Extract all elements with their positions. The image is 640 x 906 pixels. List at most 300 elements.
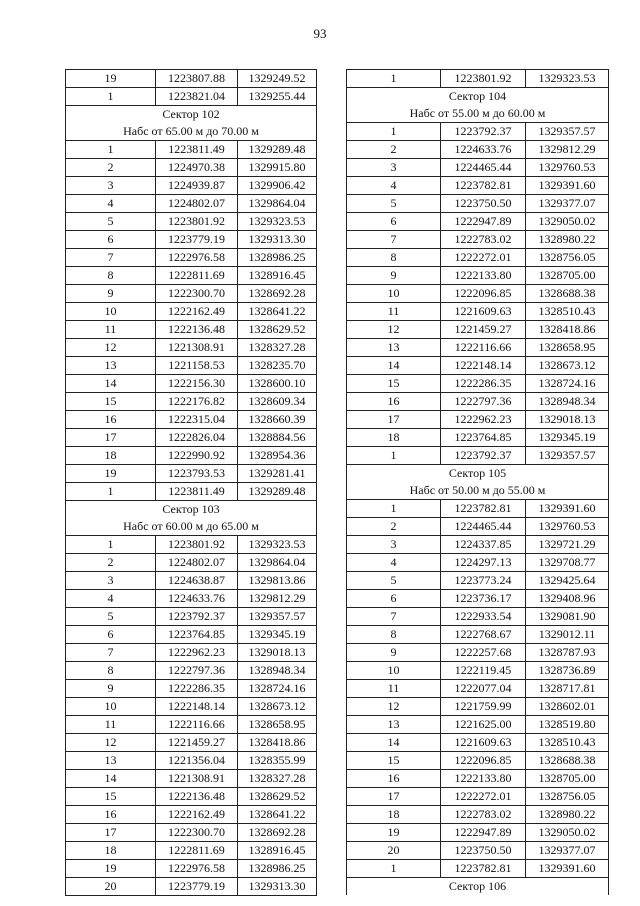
table-row xyxy=(66,321,317,339)
x-coordinate: 1222133.80 xyxy=(441,267,526,285)
y-coordinate: 1328724.16 xyxy=(526,375,609,393)
x-coordinate: 1221609.63 xyxy=(441,734,526,752)
y-coordinate: 1329050.02 xyxy=(526,213,609,231)
point-number: 18 xyxy=(66,842,156,860)
y-coordinate: 1328688.38 xyxy=(526,285,609,303)
point-number: 3 xyxy=(66,572,156,590)
point-number: 12 xyxy=(66,734,156,752)
point-number: 3 xyxy=(66,177,156,195)
table-row xyxy=(347,177,609,195)
table-row xyxy=(347,770,609,788)
x-coordinate: 1223764.85 xyxy=(156,626,238,644)
y-coordinate: 1329864.04 xyxy=(238,195,317,213)
point-number: 6 xyxy=(347,213,441,231)
point-number: 5 xyxy=(347,195,441,213)
y-coordinate: 1328980.22 xyxy=(526,806,609,824)
x-coordinate: 1222300.70 xyxy=(156,285,238,303)
table-row xyxy=(66,231,317,249)
left-table-body xyxy=(66,70,317,896)
y-coordinate: 1329249.52 xyxy=(238,70,317,88)
y-coordinate: 1329425.64 xyxy=(526,572,609,590)
x-coordinate: 1223801.92 xyxy=(441,70,526,88)
x-coordinate: 1222811.69 xyxy=(156,267,238,285)
point-number: 7 xyxy=(347,608,441,626)
y-coordinate: 1328756.05 xyxy=(526,249,609,267)
x-coordinate: 1223779.19 xyxy=(156,231,238,249)
x-coordinate: 1222962.23 xyxy=(441,411,526,429)
height-range-row xyxy=(66,123,317,141)
table-row xyxy=(347,752,609,770)
x-coordinate: 1224802.07 xyxy=(156,195,238,213)
x-coordinate: 1222286.35 xyxy=(156,680,238,698)
point-number: 7 xyxy=(66,249,156,267)
x-coordinate: 1224970.38 xyxy=(156,159,238,177)
point-number: 15 xyxy=(347,752,441,770)
table-row xyxy=(66,159,317,177)
x-coordinate: 1222077.04 xyxy=(441,680,526,698)
point-number: 6 xyxy=(347,590,441,608)
table-row xyxy=(66,680,317,698)
x-coordinate: 1224638.87 xyxy=(156,572,238,590)
point-number: 11 xyxy=(347,303,441,321)
x-coordinate: 1223782.81 xyxy=(441,500,526,518)
point-number: 1 xyxy=(66,536,156,554)
point-number: 3 xyxy=(347,536,441,554)
x-coordinate: 1222947.89 xyxy=(441,213,526,231)
x-coordinate: 1223801.92 xyxy=(156,536,238,554)
x-coordinate: 1224465.44 xyxy=(441,518,526,536)
table-row xyxy=(66,483,317,501)
point-number: 1 xyxy=(66,483,156,501)
y-coordinate: 1329708.77 xyxy=(526,554,609,572)
point-number: 1 xyxy=(66,88,156,106)
point-number: 8 xyxy=(66,662,156,680)
point-number: 12 xyxy=(347,698,441,716)
x-coordinate: 1222783.02 xyxy=(441,806,526,824)
point-number: 9 xyxy=(347,267,441,285)
x-coordinate: 1222300.70 xyxy=(156,824,238,842)
y-coordinate: 1329289.48 xyxy=(238,141,317,159)
point-number: 18 xyxy=(347,806,441,824)
table-row xyxy=(66,842,317,860)
y-coordinate: 1328641.22 xyxy=(238,303,317,321)
height-range-label: Набс от 60.00 м до 65.00 м xyxy=(66,518,317,536)
point-number: 8 xyxy=(347,249,441,267)
point-number: 4 xyxy=(66,195,156,213)
y-coordinate: 1328673.12 xyxy=(526,357,609,375)
x-coordinate: 1222133.80 xyxy=(441,770,526,788)
y-coordinate: 1328658.95 xyxy=(526,339,609,357)
point-number: 11 xyxy=(66,321,156,339)
point-number: 11 xyxy=(66,716,156,734)
y-coordinate: 1328884.56 xyxy=(238,429,317,447)
x-coordinate: 1223821.04 xyxy=(156,88,238,106)
x-coordinate: 1222272.01 xyxy=(441,788,526,806)
y-coordinate: 1328724.16 xyxy=(238,680,317,698)
y-coordinate: 1328602.01 xyxy=(526,698,609,716)
sector-title: Сектор 106 xyxy=(347,878,609,896)
y-coordinate: 1328954.36 xyxy=(238,447,317,465)
point-number: 9 xyxy=(347,644,441,662)
point-number: 5 xyxy=(66,608,156,626)
x-coordinate: 1223764.85 xyxy=(441,429,526,447)
table-row xyxy=(347,716,609,734)
table-row xyxy=(347,842,609,860)
x-coordinate: 1223782.81 xyxy=(441,860,526,878)
x-coordinate: 1222257.68 xyxy=(441,644,526,662)
sector-title: Сектор 105 xyxy=(347,465,609,483)
point-number: 5 xyxy=(66,213,156,231)
y-coordinate: 1329281.41 xyxy=(238,465,317,483)
point-number: 14 xyxy=(347,357,441,375)
height-range-label: Набс от 55.00 м до 60.00 м xyxy=(347,105,609,123)
height-range-row xyxy=(347,482,609,500)
point-number: 13 xyxy=(66,752,156,770)
y-coordinate: 1329408.96 xyxy=(526,590,609,608)
y-coordinate: 1329377.07 xyxy=(526,195,609,213)
y-coordinate: 1329760.53 xyxy=(526,518,609,536)
table-row xyxy=(347,590,609,608)
x-coordinate: 1222176.82 xyxy=(156,393,238,411)
y-coordinate: 1328717.81 xyxy=(526,680,609,698)
sector-header-row xyxy=(347,878,609,896)
table-row xyxy=(66,249,317,267)
x-coordinate: 1224297.13 xyxy=(441,554,526,572)
point-number: 2 xyxy=(347,141,441,159)
point-number: 14 xyxy=(66,770,156,788)
table-row xyxy=(66,770,317,788)
table-row xyxy=(66,357,317,375)
y-coordinate: 1328673.12 xyxy=(238,698,317,716)
table-row xyxy=(347,70,609,88)
y-coordinate: 1328705.00 xyxy=(526,267,609,285)
x-coordinate: 1224802.07 xyxy=(156,554,238,572)
point-number: 20 xyxy=(347,842,441,860)
point-number: 10 xyxy=(66,303,156,321)
y-coordinate: 1328510.43 xyxy=(526,734,609,752)
point-number: 2 xyxy=(66,554,156,572)
y-coordinate: 1328629.52 xyxy=(238,788,317,806)
x-coordinate: 1223811.49 xyxy=(156,483,238,501)
point-number: 13 xyxy=(347,716,441,734)
page-number: 93 xyxy=(313,26,327,41)
y-coordinate: 1329391.60 xyxy=(526,500,609,518)
y-coordinate: 1329357.57 xyxy=(526,123,609,141)
point-number: 10 xyxy=(347,285,441,303)
point-number: 8 xyxy=(66,267,156,285)
y-coordinate: 1328692.28 xyxy=(238,824,317,842)
point-number: 17 xyxy=(66,429,156,447)
x-coordinate: 1222286.35 xyxy=(441,375,526,393)
y-coordinate: 1329391.60 xyxy=(526,860,609,878)
x-coordinate: 1222116.66 xyxy=(156,716,238,734)
x-coordinate: 1223792.37 xyxy=(441,123,526,141)
table-row xyxy=(347,285,609,303)
table-row xyxy=(66,608,317,626)
table-row xyxy=(347,680,609,698)
x-coordinate: 1221459.27 xyxy=(441,321,526,339)
table-row xyxy=(66,177,317,195)
y-coordinate: 1328629.52 xyxy=(238,321,317,339)
y-coordinate: 1329760.53 xyxy=(526,159,609,177)
point-number: 7 xyxy=(347,231,441,249)
point-number: 16 xyxy=(347,393,441,411)
height-range-row xyxy=(347,105,609,123)
table-row xyxy=(347,213,609,231)
y-coordinate: 1329377.07 xyxy=(526,842,609,860)
y-coordinate: 1328986.25 xyxy=(238,860,317,878)
point-number: 16 xyxy=(66,806,156,824)
y-coordinate: 1328948.34 xyxy=(526,393,609,411)
x-coordinate: 1224337.85 xyxy=(441,536,526,554)
y-coordinate: 1329812.29 xyxy=(238,590,317,608)
table-row xyxy=(347,447,609,465)
point-number: 6 xyxy=(66,626,156,644)
point-number: 15 xyxy=(347,375,441,393)
point-number: 2 xyxy=(347,518,441,536)
x-coordinate: 1223801.92 xyxy=(156,213,238,231)
height-range-label: Набс от 65.00 м до 70.00 м xyxy=(66,123,317,141)
table-row xyxy=(66,536,317,554)
x-coordinate: 1221308.91 xyxy=(156,339,238,357)
x-coordinate: 1222156.30 xyxy=(156,375,238,393)
y-coordinate: 1328600.10 xyxy=(238,375,317,393)
x-coordinate: 1222096.85 xyxy=(441,752,526,770)
y-coordinate: 1329018.13 xyxy=(526,411,609,429)
point-number: 17 xyxy=(347,411,441,429)
y-coordinate: 1329391.60 xyxy=(526,177,609,195)
point-number: 18 xyxy=(66,447,156,465)
table-row xyxy=(66,375,317,393)
table-row xyxy=(66,752,317,770)
x-coordinate: 1224939.87 xyxy=(156,177,238,195)
table-row xyxy=(66,788,317,806)
x-coordinate: 1222797.36 xyxy=(441,393,526,411)
y-coordinate: 1329012.11 xyxy=(526,626,609,644)
table-row xyxy=(347,536,609,554)
table-row xyxy=(66,572,317,590)
y-coordinate: 1328916.45 xyxy=(238,842,317,860)
table-row xyxy=(66,698,317,716)
point-number: 17 xyxy=(66,824,156,842)
table-row xyxy=(347,608,609,626)
y-coordinate: 1328736.89 xyxy=(526,662,609,680)
table-row xyxy=(347,339,609,357)
point-number: 15 xyxy=(66,393,156,411)
table-row xyxy=(347,626,609,644)
table-row xyxy=(66,878,317,896)
y-coordinate: 1328688.38 xyxy=(526,752,609,770)
sector-header-row xyxy=(347,88,609,106)
point-number: 17 xyxy=(347,788,441,806)
table-row xyxy=(66,860,317,878)
point-number: 12 xyxy=(66,339,156,357)
point-number: 19 xyxy=(66,465,156,483)
y-coordinate: 1329345.19 xyxy=(526,429,609,447)
table-row xyxy=(66,590,317,608)
y-coordinate: 1329081.90 xyxy=(526,608,609,626)
x-coordinate: 1221759.99 xyxy=(441,698,526,716)
table-row xyxy=(347,500,609,518)
table-row xyxy=(347,141,609,159)
table-row xyxy=(66,267,317,285)
x-coordinate: 1222947.89 xyxy=(441,824,526,842)
table-row xyxy=(66,644,317,662)
table-row xyxy=(347,195,609,213)
x-coordinate: 1223792.37 xyxy=(156,608,238,626)
point-number: 10 xyxy=(347,662,441,680)
y-coordinate: 1329323.53 xyxy=(526,70,609,88)
y-coordinate: 1329050.02 xyxy=(526,824,609,842)
x-coordinate: 1223782.81 xyxy=(441,177,526,195)
point-number: 9 xyxy=(66,285,156,303)
point-number: 19 xyxy=(66,70,156,88)
x-coordinate: 1222148.14 xyxy=(441,357,526,375)
table-row xyxy=(347,860,609,878)
table-row xyxy=(66,411,317,429)
y-coordinate: 1328692.28 xyxy=(238,285,317,303)
y-coordinate: 1329255.44 xyxy=(238,88,317,106)
x-coordinate: 1223811.49 xyxy=(156,141,238,159)
point-number: 14 xyxy=(66,375,156,393)
y-coordinate: 1328980.22 xyxy=(526,231,609,249)
x-coordinate: 1223750.50 xyxy=(441,195,526,213)
table-row xyxy=(66,734,317,752)
point-number: 8 xyxy=(347,626,441,644)
point-number: 16 xyxy=(347,770,441,788)
y-coordinate: 1329313.30 xyxy=(238,231,317,249)
table-row xyxy=(347,806,609,824)
sector-title: Сектор 103 xyxy=(66,501,317,519)
x-coordinate: 1221356.04 xyxy=(156,752,238,770)
height-range-row xyxy=(66,518,317,536)
x-coordinate: 1224633.76 xyxy=(156,590,238,608)
point-number: 9 xyxy=(66,680,156,698)
x-coordinate: 1223773.24 xyxy=(441,572,526,590)
table-row xyxy=(347,734,609,752)
y-coordinate: 1329357.57 xyxy=(526,447,609,465)
table-row xyxy=(66,70,317,88)
y-coordinate: 1328986.25 xyxy=(238,249,317,267)
point-number: 6 xyxy=(66,231,156,249)
y-coordinate: 1328609.34 xyxy=(238,393,317,411)
y-coordinate: 1329813.86 xyxy=(238,572,317,590)
x-coordinate: 1222797.36 xyxy=(156,662,238,680)
table-row xyxy=(66,716,317,734)
y-coordinate: 1328235.70 xyxy=(238,357,317,375)
x-coordinate: 1222162.49 xyxy=(156,806,238,824)
table-row xyxy=(347,429,609,447)
x-coordinate: 1222933.54 xyxy=(441,608,526,626)
point-number: 3 xyxy=(347,159,441,177)
point-number: 5 xyxy=(347,572,441,590)
table-row xyxy=(66,429,317,447)
x-coordinate: 1221609.63 xyxy=(441,303,526,321)
point-number: 12 xyxy=(347,321,441,339)
table-row xyxy=(66,303,317,321)
table-row xyxy=(347,249,609,267)
x-coordinate: 1224465.44 xyxy=(441,159,526,177)
x-coordinate: 1222826.04 xyxy=(156,429,238,447)
x-coordinate: 1222116.66 xyxy=(441,339,526,357)
y-coordinate: 1328705.00 xyxy=(526,770,609,788)
coordinates-table-left xyxy=(65,69,317,896)
point-number: 1 xyxy=(66,141,156,159)
table-row xyxy=(66,393,317,411)
point-number: 13 xyxy=(347,339,441,357)
point-number: 1 xyxy=(347,500,441,518)
y-coordinate: 1328327.28 xyxy=(238,339,317,357)
table-row xyxy=(347,518,609,536)
x-coordinate: 1222136.48 xyxy=(156,788,238,806)
table-row xyxy=(66,465,317,483)
point-number: 1 xyxy=(347,447,441,465)
y-coordinate: 1328948.34 xyxy=(238,662,317,680)
y-coordinate: 1328510.43 xyxy=(526,303,609,321)
table-row xyxy=(347,357,609,375)
table-row xyxy=(66,806,317,824)
x-coordinate: 1222962.23 xyxy=(156,644,238,662)
point-number: 15 xyxy=(66,788,156,806)
table-row xyxy=(347,393,609,411)
x-coordinate: 1222811.69 xyxy=(156,842,238,860)
table-row xyxy=(347,267,609,285)
x-coordinate: 1223793.53 xyxy=(156,465,238,483)
y-coordinate: 1329289.48 xyxy=(238,483,317,501)
table-row xyxy=(347,644,609,662)
y-coordinate: 1328327.28 xyxy=(238,770,317,788)
table-row xyxy=(347,123,609,141)
table-row xyxy=(66,554,317,572)
y-coordinate: 1329018.13 xyxy=(238,644,317,662)
point-number: 18 xyxy=(347,429,441,447)
y-coordinate: 1328756.05 xyxy=(526,788,609,806)
table-row xyxy=(66,626,317,644)
y-coordinate: 1329721.29 xyxy=(526,536,609,554)
point-number: 10 xyxy=(66,698,156,716)
sector-title: Сектор 102 xyxy=(66,106,317,124)
table-row xyxy=(347,662,609,680)
y-coordinate: 1328418.86 xyxy=(526,321,609,339)
x-coordinate: 1222096.85 xyxy=(441,285,526,303)
table-row xyxy=(66,662,317,680)
table-row xyxy=(347,788,609,806)
point-number: 4 xyxy=(66,590,156,608)
point-number: 13 xyxy=(66,357,156,375)
point-number: 1 xyxy=(347,860,441,878)
table-row xyxy=(66,447,317,465)
table-row xyxy=(347,572,609,590)
point-number: 7 xyxy=(66,644,156,662)
point-number: 4 xyxy=(347,554,441,572)
y-coordinate: 1329313.30 xyxy=(238,878,317,896)
y-coordinate: 1328658.95 xyxy=(238,716,317,734)
point-number: 19 xyxy=(66,860,156,878)
y-coordinate: 1328660.39 xyxy=(238,411,317,429)
height-range-label: Набс от 50.00 м до 55.00 м xyxy=(347,482,609,500)
y-coordinate: 1329357.57 xyxy=(238,608,317,626)
x-coordinate: 1222976.58 xyxy=(156,249,238,267)
table-row xyxy=(66,88,317,106)
y-coordinate: 1329812.29 xyxy=(526,141,609,159)
point-number: 1 xyxy=(347,70,441,88)
table-row xyxy=(347,824,609,842)
x-coordinate: 1222990.92 xyxy=(156,447,238,465)
sector-header-row xyxy=(347,465,609,483)
table-row xyxy=(347,303,609,321)
x-coordinate: 1221625.00 xyxy=(441,716,526,734)
table-row xyxy=(66,195,317,213)
